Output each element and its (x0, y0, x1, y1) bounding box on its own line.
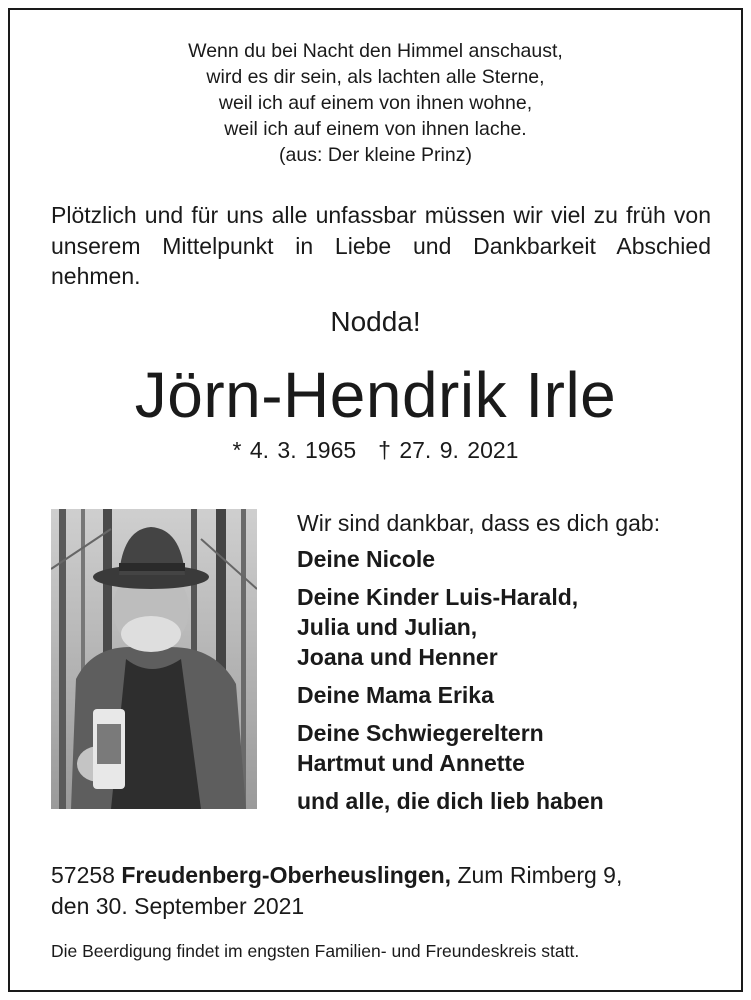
portrait-illustration (51, 509, 257, 809)
quote-source: (aus: Der kleine Prinz) (279, 144, 472, 166)
deceased-name: Jörn-Hendrik Irle (134, 359, 617, 431)
family-group (297, 786, 727, 816)
quote-line: weil ich auf einem von ihnen wohne, (218, 92, 533, 114)
family-line: Joana und Henner (297, 644, 498, 670)
quote-block (0, 38, 751, 168)
family-group (297, 582, 727, 672)
family-line: Julia und Julian, (297, 614, 478, 640)
family-line: Hartmut und Annette (297, 750, 525, 776)
portrait-photo (51, 509, 257, 809)
address-block (51, 860, 731, 922)
life-dates (0, 437, 751, 464)
family-group (297, 718, 727, 778)
quote-line: Wenn du bei Nacht den Himmel anschaust, (188, 40, 563, 62)
birth-date: * 4. 3. 1965 (232, 437, 357, 463)
family-line: Deine Schwiegereltern (297, 720, 544, 746)
address-line (51, 860, 731, 891)
date-line: den 30. September 2021 (51, 893, 305, 919)
death-date: † 27. 9. 2021 (378, 437, 519, 463)
funeral-note: Die Beerdigung findet im engsten Familien- und Freundeskreis statt. (51, 941, 580, 961)
family-group (297, 544, 727, 574)
family-line: Deine Mama Erika (297, 682, 494, 708)
family-group (297, 680, 727, 710)
family-line: und alle, die dich lieb haben (297, 788, 604, 814)
zip-code: 57258 (51, 862, 115, 888)
place-name: Freudenberg-Oberheuslingen, (121, 862, 452, 888)
street: Zum Rimberg 9, (457, 862, 623, 888)
quote-line: weil ich auf einem von ihnen lache. (224, 118, 527, 140)
thanks-line: Wir sind dankbar, dass es dich gab: (297, 510, 661, 536)
intro-text: Plötzlich und für uns alle unfassbar müssen wir viel zu früh von unserem Mittelpunkt in Liebe und Dankbarkeit Abschied nehmen. (51, 202, 711, 289)
quote-line: wird es dir sein, als lachten alle Sterne, (206, 66, 545, 88)
nickname: Nodda! (330, 306, 421, 337)
survivors-block (297, 508, 727, 824)
family-line: Deine Kinder Luis-Harald, (297, 584, 579, 610)
family-line: Deine Nicole (297, 546, 436, 572)
